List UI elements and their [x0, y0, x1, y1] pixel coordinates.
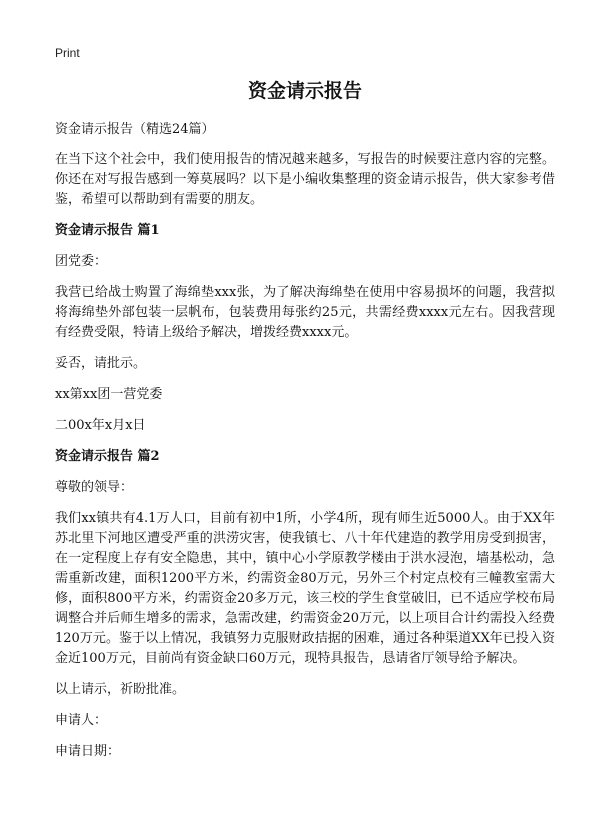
document-body	[55, 78, 555, 773]
body-paragraph-1: 我营已给战士购置了海绵垫xxx张，为了解决海绵垫在使用中容易损坏的问题，我营拟将海绵垫外部包装一层帆布，包装费用每张约25元，共需经费xxxx元左右。因我营现有经费受限，特请上级给予解决，增拨经费xxxx元。	[55, 285, 555, 340]
page-title: 资金请示报告	[247, 80, 362, 102]
body-paragraph-2: 我们xx镇共有4.1万人口，目前有初中1所，小学4所，现有师生近5000人。由于XX年苏北里下河地区遭受严重的洪涝灾害，使我镇七、八十年代建造的教学用房受到损害，在一定程度上存有安全隐患，其中，镇中心小学原教学楼由于洪水浸泡，墙基松动，急需重新改建，面积1200平方米，约需资金80万元，另外三个村定点校有三幢教室需大修，面积800平方米，约需资金20多万元，该三校的学生食堂破旧，已不适应学校布局调整合并后师生增多的需求，急需改建，约需资金20万元，以上项目合计约需投入经费120万元。鉴于以上情况，我镇努力克服财政拮据的困难，通过各种渠道XX年已投入资金近100万元，目前尚有资金缺口60万元，现特具报告，恳请省厅领导给予解决。	[55, 511, 555, 666]
applicant-label: 申请人：	[55, 713, 108, 728]
closing-1: 妥否，请批示。	[55, 356, 147, 371]
salutation-2: 尊敬的领导：	[55, 480, 134, 495]
section-heading-1: 资金请示报告 篇1	[55, 223, 160, 238]
signer-1: xx第xx团一营党委	[55, 387, 163, 402]
section-heading-2: 资金请示报告 篇2	[55, 449, 160, 464]
application-date-label: 申请日期：	[55, 744, 121, 759]
intro-paragraph: 在当下这个社会中，我们使用报告的情况越来越多，写报告的时候要注意内容的完整。你还在对写报告感到一筹莫展吗？以下是小编收集整理的资金请示报告，供大家参考借鉴，希望可以帮助到有需要的朋友。	[55, 152, 555, 207]
document-subtitle: 资金请示报告（精选24篇）	[55, 122, 215, 137]
date-1: 二00x年x月x日	[55, 418, 146, 433]
print-link[interactable]: Print	[55, 46, 80, 60]
salutation-1: 团党委：	[55, 254, 108, 269]
closing-2: 以上请示，祈盼批准。	[55, 682, 186, 697]
